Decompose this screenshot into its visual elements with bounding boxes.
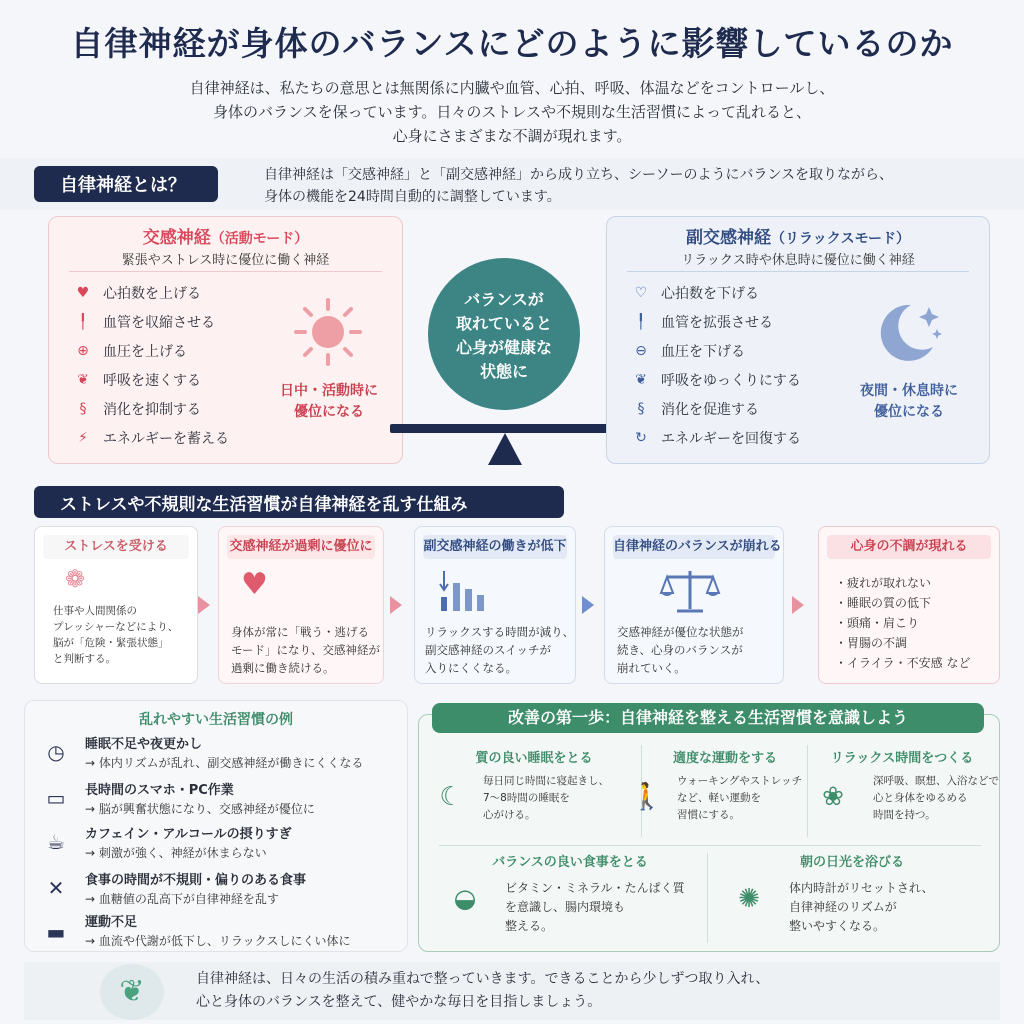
flow-arrow	[792, 596, 804, 614]
list-item: ↻ エネルギーを回復する	[631, 428, 801, 448]
pressure-icon: ⊕	[77, 343, 89, 359]
parasympathetic-mode: 夜間・休息時に 優位になる	[860, 383, 958, 420]
list-item: ⊕ 血圧を上げる	[73, 341, 187, 361]
clock-icon: ◷	[47, 740, 65, 764]
stomach-icon: §	[637, 401, 645, 417]
habit-item: 睡眠不足や夜更かし → 体内リズムが乱れ、副交感神経が働きにくくなる	[85, 737, 364, 770]
vessel-icon: ╿	[78, 314, 88, 330]
cutlery-icon: ✕	[47, 876, 65, 900]
improve-heading: 改善の第一歩：自律神経を整える生活習慣を意識しよう	[432, 703, 984, 733]
moon-icon: ☾	[439, 782, 463, 812]
list-item: ⊖ 血圧を下げる	[631, 341, 745, 361]
lotus-icon: ❀	[822, 782, 844, 812]
list-item: ⚡ エネルギーを蓄える	[73, 428, 229, 448]
vessel-icon: ╿	[636, 314, 646, 330]
footer-text: 自律神経は、日々の生活の積み重ねで整っていきます。できることから少しずつ取り入れ、 心と身体のバランスを整えて、健やかな毎日を目指しましょう。	[196, 971, 770, 1010]
habit-item: 運動不足 → 血流や代謝が低下し、リラックスしにくい体に	[85, 915, 351, 948]
parasympathetic-title: 副交感神経（リラックスモード）	[685, 228, 911, 248]
sun-icon: ✺	[738, 884, 760, 914]
bed-icon: ▬	[46, 920, 66, 944]
walking-icon: 🚶	[630, 782, 664, 812]
sympathetic-mode: 日中・活動時に 優位になる	[280, 383, 378, 420]
flow-arrow	[198, 596, 210, 614]
list-item: § 消化を抑制する	[73, 399, 201, 419]
scale-icon	[659, 567, 721, 615]
flow-step-5: 心身の不調が現れる ・疲れが取れない ・睡眠の質の低下 ・頭痛・肩こり ・胃腸の不調 ・イライラ・不安感 など	[818, 526, 1000, 684]
habit-item: 長時間のスマホ・PC作業 → 脳が興奮状態になり、交感神経が優位に	[85, 783, 315, 816]
sprout-icon: ❦	[100, 964, 164, 1020]
flow-step-4: 自律神経のバランスが崩れる 交感神経が優位な状態が 続き、心身のバランスが 崩れていく。	[604, 526, 784, 684]
energy-icon: ↻	[635, 430, 647, 446]
list-item: ♡ 心拍数を下げる	[631, 283, 759, 303]
sympathetic-title: 交感神経（活動モード）	[142, 228, 309, 248]
about-text: 自律神経は「交感神経」と「副交感神経」から成り立ち、シーソーのようにバランスを取りながら、 身体の機能を24時間自動的に調整しています。	[264, 167, 894, 205]
energy-icon: ⚡	[78, 430, 88, 446]
lungs-icon: ❦	[635, 372, 647, 388]
habit-item: カフェイン・アルコールの摂りすぎ → 刺激が強く、神経が休まらない	[85, 827, 292, 860]
habits-heading: 乱れやすい生活習慣の例	[139, 712, 293, 728]
parasympathetic-panel	[606, 216, 990, 464]
list-item: ♥ 心拍数を上げる	[73, 283, 201, 303]
divider	[69, 271, 382, 272]
balance-circle: バランスが 取れていると 心身が健康な 状態に	[428, 258, 580, 410]
sympathetic-subtitle: 緊張やストレス時に優位に働く神経	[121, 253, 330, 268]
habit-item: 食事の時間が不規則・偏りのある食事 → 血糖値の乱高下が自律神経を乱す	[85, 873, 307, 906]
sympathetic-panel	[48, 216, 403, 464]
pressure-icon: ⊖	[635, 343, 647, 359]
heart-icon: ♥	[76, 285, 90, 301]
cup-icon: ☕	[47, 830, 65, 854]
list-item: ❦ 呼吸をゆっくりにする	[631, 370, 801, 390]
seesaw-pivot	[488, 433, 522, 465]
brain-icon: ❁	[65, 565, 86, 593]
flow-step-3: 副交感神経の働きが低下 リラックスする時間が減り、 副交感神経のスイッチが 入りにくくなる。	[414, 526, 576, 684]
seesaw-beam	[390, 424, 622, 433]
intro-text: 自律神経は、私たちの意思とは無関係に内臓や血管、心拍、呼吸、体温などをコントロールし、 身体のバランスを保っています。日々のストレスや不規則な生活習慣によって乱れると、 心身にさまざまな不調が現れます。	[189, 79, 835, 145]
sun-icon	[293, 297, 363, 367]
stomach-icon: §	[79, 401, 87, 417]
heart-icon: ♡	[634, 285, 648, 301]
heartbeat-icon: ♥	[241, 567, 268, 602]
list-item: ❦ 呼吸を速くする	[73, 370, 201, 390]
moon-icon	[871, 297, 945, 367]
list-item: ╿ 血管を拡張させる	[631, 312, 773, 332]
list-item: ╿ 血管を収縮させる	[73, 312, 215, 332]
flow-arrow	[582, 596, 594, 614]
habits-panel	[24, 700, 408, 952]
bowl-icon: ◒	[453, 884, 477, 914]
page-title: 自律神経が身体のバランスにどのように影響しているのか	[70, 24, 954, 63]
flow-step-1: ストレスを受ける ❁ 仕事や人間関係の プレッシャーなどにより、 脳が「危険・緊張状態」 と判断する。	[34, 526, 198, 684]
monitor-icon: ▭	[46, 786, 66, 810]
divider	[627, 271, 969, 272]
list-item: § 消化を促進する	[631, 399, 759, 419]
decline-chart-icon	[439, 569, 495, 611]
parasympathetic-subtitle: リラックス時や休息時に優位に働く神経	[681, 253, 915, 268]
about-heading: 自律神経とは？	[34, 166, 218, 202]
flow-arrow	[390, 596, 402, 614]
improve-panel: 質の良い睡眠をとる ☾ 毎日同じ時間に寝起きし、 7〜8時間の睡眠を 心がける。 適度な運動をする 🚶 ウォーキングやストレッチ など、軽い運動を 習慣にする。 リラックス時間をつくる ❀ 深呼吸、瞑想、入浴などで 心と身体をゆるめる 時間を持つ。 バランスの良い食事をとる ◒ ビタミン・ミネラル・たんぱく質 を意識し、腸内環境も 整える。 朝の日光を浴びる ✺ 体内時計がリセットされ、 自律神経のリズムが 整いやすくなる。	[418, 714, 1000, 952]
flow-step-2: 交感神経が過剰に優位に ♥ 身体が常に「戦う・逃げる モード」になり、交感神経が 過剰に働き続ける。	[218, 526, 384, 684]
mechanism-heading: ストレスや不規則な生活習慣が自律神経を乱す仕組み	[34, 486, 564, 518]
lungs-icon: ❦	[77, 372, 89, 388]
